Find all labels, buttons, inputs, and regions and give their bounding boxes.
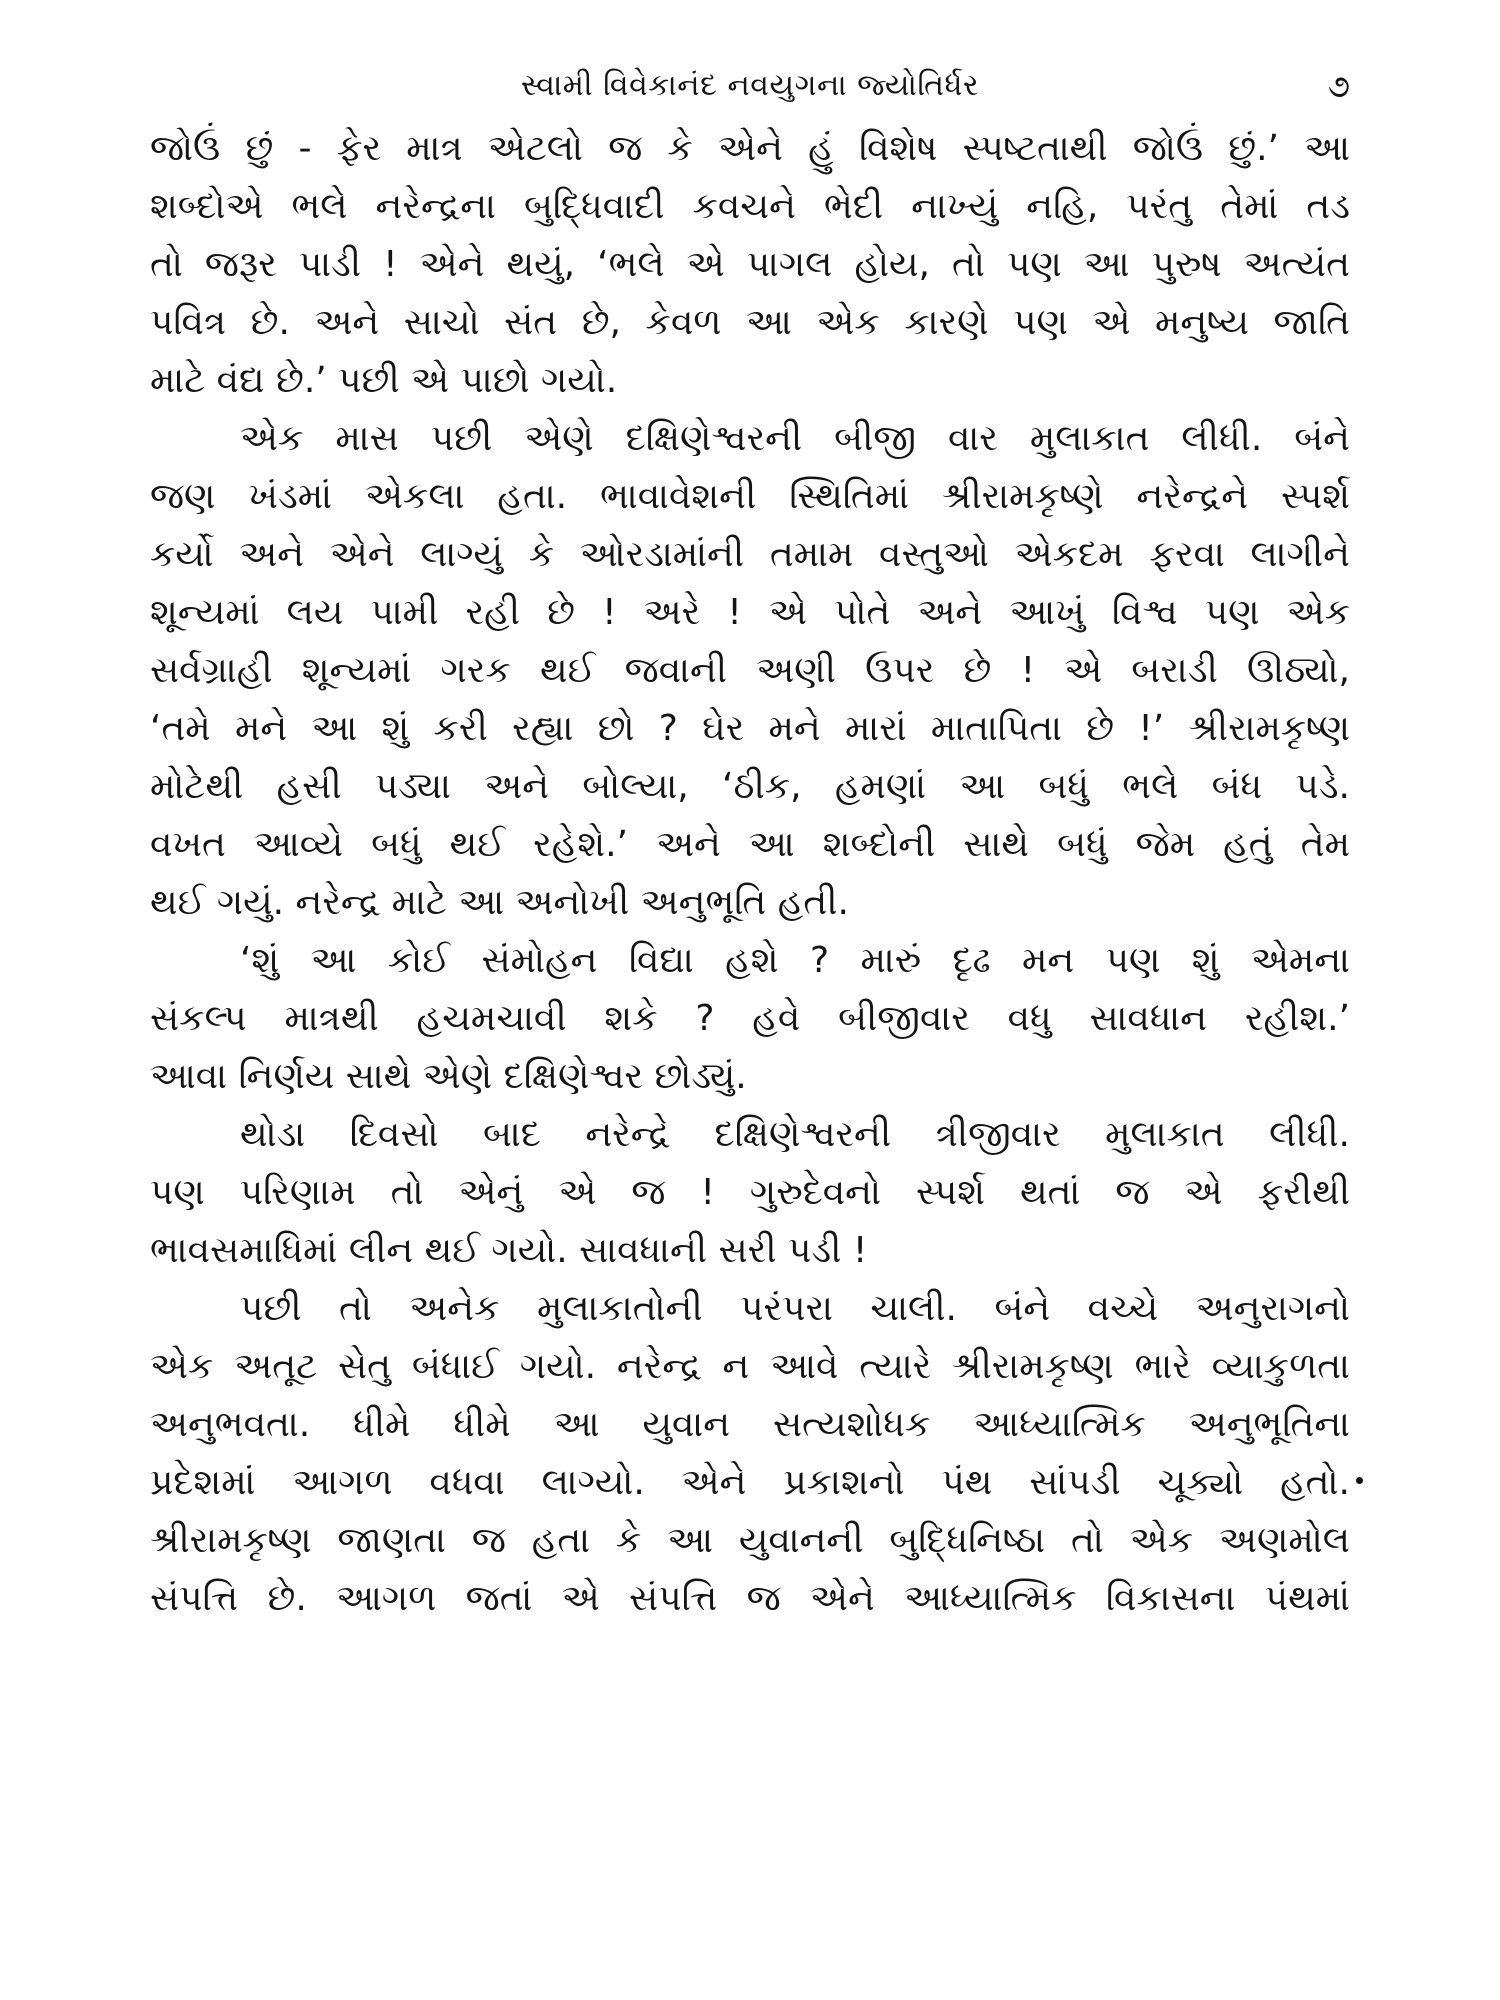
page-number: ૭: [1327, 67, 1350, 105]
text-line: સર્વગ્રાહી શૂન્યમાં ગરક થઈ જવાની અણી ઉપર છે ! એ બરાડી ઊઠ્યો,: [150, 650, 1350, 691]
text-line: આવા નિર્ણય સાથે એણે દક્ષિણેશ્વર છોડ્યું.: [150, 1056, 747, 1097]
text-line: પછી તો અનેક મુલાકાતોની પરંપરા ચાલી. બંને વચ્ચે અનુરાગનો: [240, 1288, 1350, 1329]
text-line: તો જરૂર પાડી ! એને થયું, ‘ભલે એ પાગલ હોય, તો પણ આ પુરુષ અત્યંત: [150, 244, 1350, 285]
text-line: પ્રદેશમાં આગળ વધવા લાગ્યો. એને પ્રકાશનો પંથ સાંપડી ચૂક્યો હતો.: [150, 1462, 1350, 1503]
text-line: ભાવસમાધિમાં લીન થઈ ગયો. સાવધાની સરી પડી !: [150, 1230, 868, 1271]
running-header: [150, 58, 1350, 118]
text-line: ‘તમે મને આ શું કરી રહ્યા છો ? ઘેર મને મારાં માતાપિતા છે !’ શ્રીરામકૃષ્ણ: [150, 708, 1350, 749]
text-line: મોટેથી હસી પડ્યા અને બોલ્યા, ‘ઠીક, હમણાં આ બધું ભલે બંધ પડે.: [150, 766, 1350, 807]
margin-dot: [1356, 1477, 1363, 1484]
text-line: એક માસ પછી એણે દક્ષિણેશ્વરની બીજી વાર મુલાકાત લીધી. બંને: [240, 418, 1350, 459]
text-line: પવિત્ર છે. અને સાચો સંત છે, કેવળ આ એક કારણે પણ એ મનુષ્ય જાતિ: [150, 302, 1350, 343]
text-line: અનુભવતા. ધીમે ધીમે આ યુવાન સત્યશોધક આધ્યાત્મિક અનુભૂતિના: [150, 1404, 1350, 1445]
text-line: વખત આવ્યે બધું થઈ રહેશે.’ અને આ શબ્દોની સાથે બધું જેમ હતું તેમ: [150, 824, 1350, 865]
text-line: માટે વંદ્ય છે.’ પછી એ પાછો ગયો.: [150, 360, 618, 401]
text-line: પણ પરિણામ તો એનું એ જ ! ગુરુદેવનો સ્પર્શ થતાં જ એ ફરીથી: [150, 1172, 1350, 1213]
text-line: થોડા દિવસો બાદ નરેન્દ્રે દક્ષિણેશ્વરની ત્રીજીવાર મુલાકાત લીધી.: [240, 1114, 1350, 1155]
text-line: જણ ખંડમાં એકલા હતા. ભાવાવેશની સ્થિતિમાં શ્રીરામકૃષ્ણે નરેન્દ્રને સ્પર્શ: [150, 476, 1350, 517]
body-text: [150, 120, 1350, 1628]
text-line: શબ્દોએ ભલે નરેન્દ્રના બુદ્ધિવાદી કવચને ભેદી નાખ્યું નહિ, પરંતુ તેમાં તડ: [150, 186, 1350, 227]
text-line: સંપત્તિ છે. આગળ જતાં એ સંપત્તિ જ એને આધ્યાત્મિક વિકાસના પંથમાં: [150, 1578, 1350, 1619]
text-line: એક અતૂટ સેતુ બંધાઈ ગયો. નરેન્દ્ર ન આવે ત્યારે શ્રીરામકૃષ્ણ ભારે વ્યાકુળતા: [150, 1346, 1350, 1387]
text-line: શ્રીરામકૃષ્ણ જાણતા જ હતા કે આ યુવાનની બુદ્ધિનિષ્ઠા તો એક અણમોલ: [150, 1520, 1350, 1561]
text-line: શૂન્યમાં લય પામી રહી છે ! અરે ! એ પોતે અને આખું વિશ્વ પણ એક: [150, 592, 1350, 633]
text-line: જોઉં છું - ફેર માત્ર એટલો જ કે એને હું વિશેષ સ્પષ્ટતાથી જોઉં છું.’ આ: [150, 128, 1350, 169]
text-line: ‘શું આ કોઈ સંમોહન વિદ્યા હશે ? મારું દૃઢ મન પણ શું એમના: [240, 940, 1350, 981]
text-line: કર્યો અને એને લાગ્યું કે ઓરડામાંની તમામ વસ્તુઓ એકદમ ફરવા લાગીને: [150, 534, 1350, 575]
text-line: થઈ ગયું. નરેન્દ્ર માટે આ અનોખી અનુભૂતિ હતી.: [150, 882, 849, 923]
text-line: સંકલ્પ માત્રથી હચમચાવી શકે ? હવે બીજીવાર વધુ સાવધાન રહીશ.’: [150, 998, 1350, 1039]
header-title: સ્વામી વિવેકાનંદ નવયુગના જ્યોતિર્ધર: [520, 68, 980, 103]
